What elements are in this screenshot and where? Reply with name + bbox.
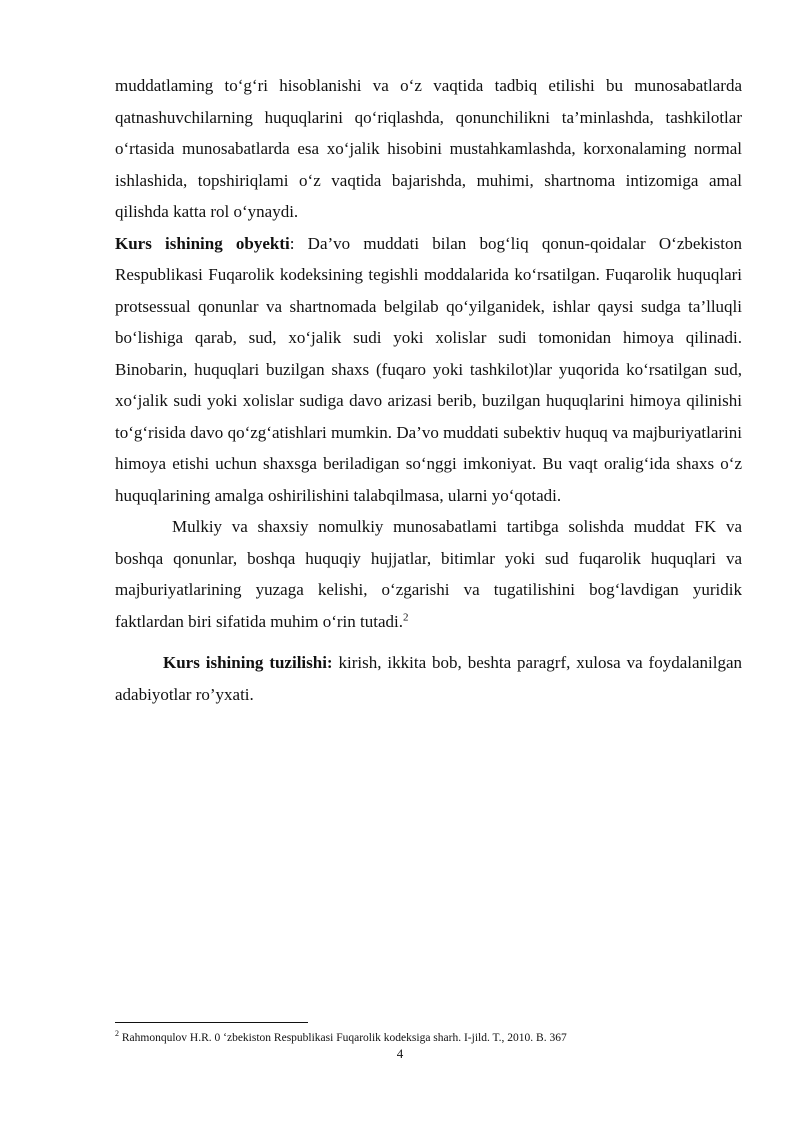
footnote [115,1030,742,1046]
course-object-label: Kurs ishining obyekti [115,233,290,253]
paragraph-course-object [115,228,742,512]
paragraph-text: muddatlaming to‘g‘ri hisoblanishi va o‘z vaqtida tadbiq etilishi bu munosabatlarda qatnashuvchilarning huquqlarini qo‘riqlashda, qonunchilikni ta’minlashda, tashkilotlar o‘rtasida munosabatlarda esa xo‘jalik hisobini mustahkamlashda, korxonalaming normal ishlashida, topshiriqlami o‘z vaqtida bajarishda, muhimi, shartnoma intizomiga amal qilishda katta rol o‘ynaydi. [115,76,742,221]
footnote-reference[interactable]: 2 [402,610,409,623]
paragraph-continuation [115,70,742,228]
paragraph-course-structure [115,647,742,710]
footnote-divider [115,1022,308,1023]
footnote-text: Rahmonqulov H.R. 0 ‘zbekiston Respublikasi Fuqarolik kodeksiga sharh. I-jild. T., 2010. B. 367 [119,1032,567,1044]
paragraph-term-importance [115,511,742,637]
term-importance-text: Mulkiy va shaxsiy nomulkiy munosabatlami tartibga solishda muddat FK va boshqa qonunlar, boshqa huquqiy hujjatlar, bitimlar yoki sud fuqarolik huquqlari va majburiyatlarining yuzaga kelishi, o‘zgarishi va tugatilishini bog‘lavdigan yuridik faktlardan biri sifatida muhim o‘rin tutadi. [115,517,742,631]
page-number: 4 [396,1046,404,1061]
course-structure-text: kirish, ikkita bob, beshta paragrf, xulosa va foydalanilgan adabiyotlar ro’yxati. [115,653,742,704]
body-text [115,70,742,710]
footnote-marker: 2 [115,1029,119,1039]
course-structure-label: Kurs ishining tuzilishi: [163,653,333,672]
course-object-text: : Da’vo muddati bilan bog‘liq qonun-qoidalar O‘zbekiston Respublikasi Fuqarolik kodeksining tegishli moddalarida ko‘rsatilgan. Fuqarolik huquqlari protsessual qonunlar va shartnomada belgilab qo‘yilganidek, ishlar qaysi sudga ta’lluqli bo‘lishiga qarab, sud, xo‘jalik sudi yoki xolislar sudi tomonidan himoya qilinadi. Binobarin, huquqlari buzilgan shaxs (fuqaro yoki tashkilot)lar yuqorida ko‘rsatilgan sud, xo‘jalik sudi yoki xolislar sudiga davo arizasi berib, buzilgan huquqlarini himoya qilinishi to‘g‘risida davo qo‘zg‘atishlari mumkin. Da’vo muddati subektiv huquq va majburiyatlarini himoya etishi uchun shaxsga beriladigan so‘nggi imkoniyat. Bu vaqt oralig‘ida shaxs o‘z huquqlarining amalga oshirilishini talabqilmasa, ularni yo‘qotadi. [115,233,742,505]
